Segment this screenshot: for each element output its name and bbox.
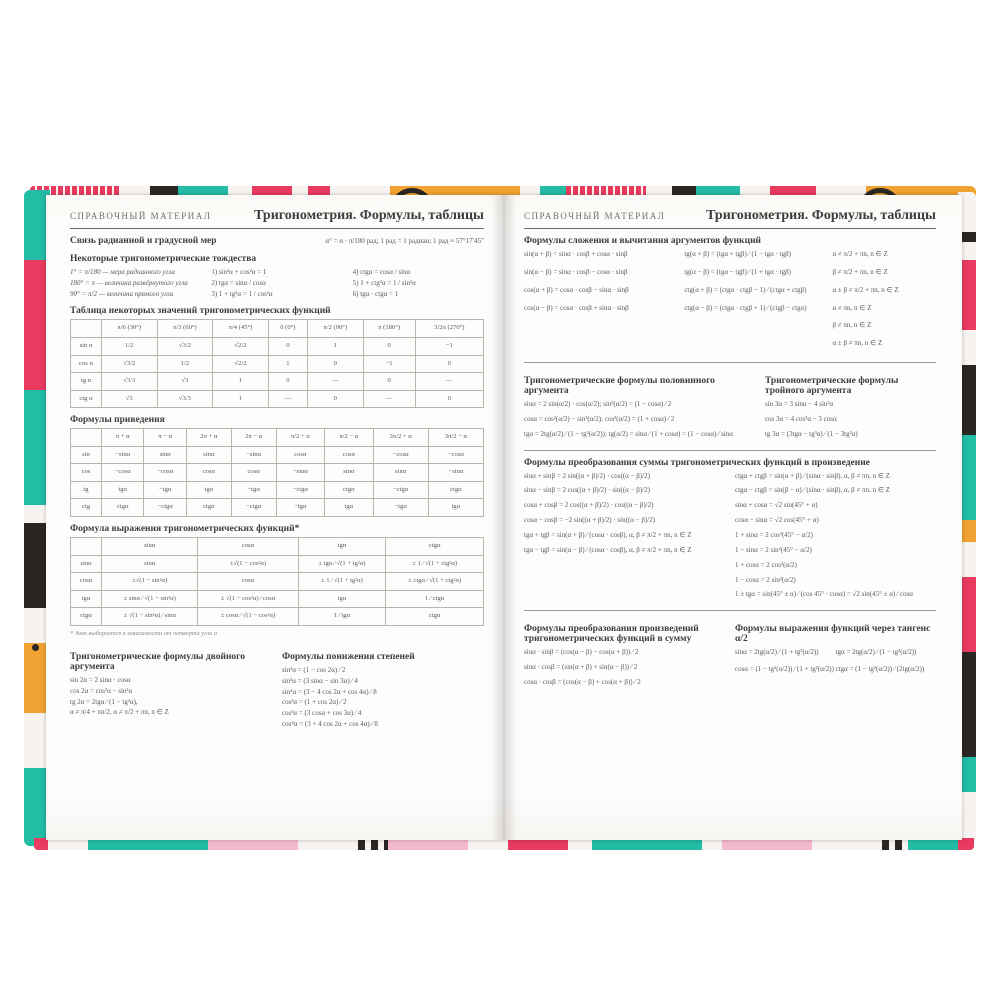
table-cell: −ctgα (231, 499, 276, 517)
table-cell: ± 1 ⁄ √(1 + tg²α) (298, 573, 386, 591)
formula-line: sinα · cosβ = (sin(α + β) + sin(α − β)) ⁄ 2 (524, 663, 638, 672)
bottom-left-sections (70, 645, 484, 730)
table-cell: ±√(1 − cos²α) (198, 555, 298, 573)
formula-line: 4) ctgα = cosα / sinα (352, 267, 411, 276)
double-argument-formulas (70, 675, 272, 718)
formula-line: β ≠ πn, n ∈ Z (832, 321, 872, 330)
table-cell: −sinα (276, 464, 325, 482)
table-cell: ctgα (71, 608, 102, 626)
table-cell: √3 (101, 390, 157, 408)
formula-line: tgα = 2tg(α/2) ⁄ (1 − tg²(α/2)) (835, 648, 917, 657)
table-cell: ±√(1 − sin²α) (101, 573, 197, 591)
table-cell: 0 (268, 337, 307, 355)
formula-line: tg 3α = (3tgα − tg³α) ⁄ (1 − 3tg²α) (764, 429, 858, 438)
formula-line: 1) sin²α + cos²α = 1 (211, 267, 267, 276)
table-header-cell: π/2 − α (325, 429, 374, 447)
table-cell: sinα (144, 446, 186, 464)
page-header (524, 208, 936, 229)
formula-line: 3) 1 + tg²α = 1 / cos²α (211, 289, 273, 298)
section-title: Тригонометрические формулы тройного аргумента (764, 376, 899, 397)
formula-line: sinα − sinβ = 2 cos((α + β)/2) · sin((α − β)/2) (524, 486, 650, 495)
table-cell: tgα (101, 481, 143, 499)
formula-line: tg(α − β) = (tgα − tgβ) ⁄ (1 + tgα · tgβ) (684, 267, 792, 276)
table-header-cell: π (180°) (363, 320, 415, 338)
page-header (70, 208, 484, 229)
table-cell: — (307, 373, 363, 391)
table-cell: tg (71, 481, 102, 499)
table-cell: ctgα (325, 481, 374, 499)
sum-to-product-col1 (524, 471, 725, 605)
section-title: Связь радианной и градусной мер (70, 236, 217, 246)
cover-dot-doodle (32, 644, 39, 651)
table-cell: cosα (186, 464, 231, 482)
expression-section (70, 524, 484, 637)
formula-line: tg(α + β) = (tgα + tgβ) ⁄ (1 − tgα · tgβ) (684, 250, 792, 258)
formula-line: sinα = 2tg(α/2) ⁄ (1 + tg²(α/2)) (735, 648, 819, 657)
table-header-cell: 3π/2 − α (428, 429, 483, 447)
table-cell: −ctgα (373, 481, 428, 499)
formula-line: tgα + tgβ = sin(α + β) ⁄ (cosα · cosβ), α, β ≠ π/2 + πn, n ∈ Z (524, 530, 692, 539)
tangent-half-formulas (735, 647, 936, 681)
formula-line: cosα = (1 − tg²(α/2)) ⁄ (1 + tg²(α/2)) (735, 665, 834, 674)
formula-line: sinα + cosα = √2 sin(45° + α) (735, 501, 818, 510)
header-kicker: СПРАВОЧНЫЙ МАТЕРИАЛ (70, 211, 212, 221)
table-cell: tgα (71, 590, 102, 608)
formula-line: sin(α + β) = sinα · cosβ + cosα · sinβ (524, 250, 628, 258)
table-cell: ± sinα ⁄ √(1 − sin²α) (101, 590, 197, 608)
identities-col2 (211, 267, 342, 300)
addition-conditions (832, 249, 936, 356)
half-argument-section (524, 369, 755, 444)
formula-line: cos⁴α = (3 + 4 cos 2α + cos 4α) ⁄ 8 (282, 720, 378, 729)
table-cell: 1 (213, 390, 269, 408)
sum-to-product-section (524, 458, 936, 605)
reduction-formulas-table (70, 428, 484, 517)
formula-line: β ≠ π/2 + πn, n ∈ Z (832, 267, 888, 276)
table-header-cell: π/4 (45°) (213, 320, 269, 338)
formula-line: ctg(α − β) = (ctgα · ctgβ + 1) ⁄ (ctgβ − ctgα) (684, 303, 807, 312)
table-cell: 1 (307, 337, 363, 355)
table-cell: √3 (157, 373, 213, 391)
formula-line: 1 ± tgα = sin(45° ± α) ⁄ (cos 45° · cosα) = √2 sin(45° ± α) ⁄ cosα (735, 590, 913, 599)
formula-line: 1 + cosα = 2 cos²(α/2) (735, 560, 797, 569)
table-cell: 0 (363, 373, 415, 391)
table-cell: sinα (373, 464, 428, 482)
table-cell: ctg (71, 499, 102, 517)
section-title: Таблица некоторых значений тригонометрических функций (70, 306, 331, 317)
formula-line: 6) tgα · ctgα = 1 (352, 289, 399, 298)
section-divider (524, 610, 936, 611)
formula-line: α ± β ≠ πn, n ∈ Z (832, 339, 883, 348)
identities-section (70, 254, 484, 300)
table-cell: — (363, 390, 415, 408)
page-title: Тригонометрия. Формулы, таблицы (254, 208, 484, 223)
product-to-sum-section (524, 617, 725, 692)
formula-line: cos²α = (1 + cos 2α) ⁄ 2 (282, 698, 347, 707)
table-cell: ctgα (101, 499, 143, 517)
table-header-cell: 2π + α (186, 429, 231, 447)
table-header-cell: π + α (101, 429, 143, 447)
table-cell: −tgα (373, 499, 428, 517)
table-header-cell (71, 429, 102, 447)
section-divider (524, 450, 936, 451)
table-cell: ± tgα ⁄ √(1 + tg²α) (298, 555, 386, 573)
table-cell: tg α (71, 373, 102, 391)
section-title: Формулы понижения степеней (282, 651, 415, 662)
table-cell: ± √(1 − cos²α) ⁄ cosα (198, 590, 298, 608)
table-header-cell: π/3 (60°) (157, 320, 213, 338)
table-cell: 0 (415, 355, 483, 373)
table-cell: √2/2 (213, 355, 269, 373)
formula-line: tg 2α = 2tgα ⁄ (1 − tg²α), (70, 697, 138, 706)
section-title: Тригонометрические формулы двойного аргумента (70, 651, 245, 672)
table-cell: √2/2 (213, 337, 269, 355)
table-cell: sinα (71, 555, 102, 573)
table-cell: −sinα (101, 446, 143, 464)
formula-line: tgα = 2tg(α/2) ⁄ (1 − tg²(α/2)); tg(α/2) = sinα ⁄ (1 + cosα) = (1 − cosα) ⁄ sinα (524, 429, 733, 438)
table-cell: −sinα (231, 446, 276, 464)
section-title: Формулы сложения и вычитания аргументов функций (524, 236, 762, 246)
table-cell: ctgα (386, 608, 484, 626)
table-cell: 0 (307, 355, 363, 373)
table-cell: ctgα (428, 481, 483, 499)
table-cell: tgα (325, 499, 374, 517)
right-page[interactable] (504, 195, 962, 840)
section-title: Некоторые тригонометрические тождества (70, 253, 257, 264)
formula-line: sin 3α = 3 sinα − 4 sin³α (764, 400, 834, 409)
formula-line: tgα − tgβ = sin(α − β) ⁄ (cosα · cosβ), α, β ≠ π/2 + πn, n ∈ Z (524, 545, 692, 554)
radian-formula: α° = α · π/180 рад; 1 рад = 1 радиан; 1 рад ≈ 57°17′45″ (325, 237, 484, 245)
table-cell: ± 1 ⁄ √(1 + ctg²α) (386, 555, 484, 573)
table-cell: 1 ⁄ tgα (298, 608, 386, 626)
formula-line: cosα = cos²(α/2) − sin²(α/2); cos²(α/2) = (1 + cosα) ⁄ 2 (524, 414, 675, 423)
trig-values-table (70, 319, 484, 408)
table-cell: tgα (428, 499, 483, 517)
formula-line: ctg(α + β) = (ctgα · ctgβ − 1) ⁄ (ctgα + ctgβ) (684, 285, 807, 294)
formula-line: cos 2α = cos²α − sin²α (70, 686, 133, 695)
table-cell: cosα (276, 446, 325, 464)
table-cell: 0 (268, 373, 307, 391)
formula-line: sinα · sinβ = (cos(α − β) − cos(α + β)) ⁄ 2 (524, 648, 639, 657)
formula-line: cos 3α = 4 cos³α − 3 cosα (764, 414, 837, 423)
table-cell: −1 (363, 355, 415, 373)
addition-tgctg (684, 249, 824, 356)
formula-line: cosα + cosβ = 2 cos((α + β)/2) · cos((α − β)/2) (524, 501, 654, 510)
table-cell: ± √(1 − sin²α) ⁄ sinα (101, 608, 197, 626)
formula-line: 1 − sinα = 2 sin²(45° − α/2) (735, 545, 812, 554)
table-cell: ctg α (71, 390, 102, 408)
table-footnote: * Знак выбирается в зависимости от четверти угла α (70, 629, 218, 637)
section-divider (524, 362, 936, 363)
table-cell: cosα (71, 573, 102, 591)
table-header-cell: 0 (0°) (268, 320, 307, 338)
sum-to-product-col2 (735, 471, 936, 605)
page-spread (46, 195, 962, 840)
table-cell: tgα (298, 590, 386, 608)
formula-line: cos(α − β) = cosα · cosβ + sinα · sinβ (524, 303, 629, 312)
table-header-cell: π/2 + α (276, 429, 325, 447)
table-header-cell: ctgα (386, 538, 484, 556)
table-cell: −tgα (144, 481, 186, 499)
table-cell: cosα (231, 464, 276, 482)
table-cell: ± ctgα ⁄ √(1 + ctg²α) (386, 573, 484, 591)
table-cell: √3/2 (101, 355, 157, 373)
tangent-half-section (735, 617, 936, 692)
formula-line: ctgα + ctgβ = sin(α + β) ⁄ (sinα · sinβ), α, β ≠ πn, n ∈ Z (735, 471, 890, 480)
identities-col3 (353, 267, 484, 300)
formula-line: ctgα − ctgβ = sin(β − α) ⁄ (sinα · sinβ), α, β ≠ πn, n ∈ Z (735, 486, 890, 495)
table-cell: 1/2 (101, 337, 157, 355)
formula-line: 2) tgα = sinα / cosα (211, 278, 266, 287)
double-argument-section (70, 645, 272, 730)
radian-degree-section (70, 236, 484, 247)
header-kicker: СПРАВОЧНЫЙ МАТЕРИАЛ (524, 211, 666, 221)
table-header-cell: tgα (298, 538, 386, 556)
table-cell: sinα (101, 555, 197, 573)
table-cell: 0 (363, 337, 415, 355)
expression-table (70, 537, 484, 626)
table-cell: −ctgα (276, 481, 325, 499)
table-cell: cos (71, 464, 102, 482)
formula-line: cosα − sinα = √2 cos(45° + α) (735, 516, 819, 525)
table-cell: 1 (268, 355, 307, 373)
table-cell: 0 (307, 390, 363, 408)
formula-line: ctgα = (1 − tg²(α/2)) ⁄ (2tg(α/2)) (835, 665, 925, 674)
formula-line: cos(α + β) = cosα · cosβ − sinα · sinβ (524, 285, 629, 294)
formula-line: cosα · cosβ = (cos(α − β) + cos(α + β)) ⁄ 2 (524, 677, 641, 686)
formula-line: α ± β ≠ π/2 + πn, n ∈ Z (832, 285, 899, 294)
formula-line: α ≠ π/4 + πn/2, α ≠ π/2 + πn, n ∈ Z (70, 708, 169, 717)
formula-line: sin³α = (3 sinα − sin 3α) ⁄ 4 (282, 676, 358, 685)
table-cell: sin α (71, 337, 102, 355)
table-cell: ctgα (186, 499, 231, 517)
half-triple-sections (524, 369, 936, 444)
table-header-cell (71, 538, 102, 556)
section-title: Формулы преобразования произведений тригонометрических функций в сумму (524, 624, 699, 645)
table-cell: −cosα (101, 464, 143, 482)
formula-line: 1 + sinα = 2 cos²(45° − α/2) (735, 530, 813, 539)
table-header-cell: π/2 (90°) (307, 320, 363, 338)
formula-line: sinα + sinβ = 2 sin((α + β)/2) · cos((α − β)/2) (524, 471, 650, 480)
formula-line: sin 2α = 2 sinα · cosα (70, 675, 131, 684)
table-header-cell: cosα (198, 538, 298, 556)
identities-col1 (70, 267, 201, 300)
formula-line: 1° = π/180 — мера радианного угла (70, 267, 175, 276)
table-cell: cosα (325, 446, 374, 464)
table-cell: 0 (415, 390, 483, 408)
table-header-cell: 3/2π (270°) (415, 320, 483, 338)
triple-argument-section (765, 369, 936, 444)
table-header-cell: π − α (144, 429, 186, 447)
table-cell: sinα (186, 446, 231, 464)
formula-line: sinα = 2 sin(α/2) · cos(α/2); sin²(α/2) = (1 − cosα) ⁄ 2 (524, 400, 672, 409)
table-cell: — (268, 390, 307, 408)
table-cell: ± cosα ⁄ √(1 − cos²α) (198, 608, 298, 626)
table-header-cell: 2π − α (231, 429, 276, 447)
section-title: Формулы преобразования суммы тригонометрических функций в произведение (524, 457, 870, 468)
table-cell: 1 ⁄ ctgα (386, 590, 484, 608)
formula-line: α ≠ πn, n ∈ Z (832, 303, 872, 312)
formula-line: 90° = π/2 — величина прямого угла (70, 289, 174, 298)
addition-sincos (524, 249, 676, 356)
table-header-cell: sinα (101, 538, 197, 556)
table-cell: cosα (198, 573, 298, 591)
table-cell: — (415, 373, 483, 391)
bottom-right-sections (524, 617, 936, 692)
reduction-section (70, 415, 484, 517)
values-table-section (70, 306, 484, 408)
table-header-cell (71, 320, 102, 338)
table-cell: −1 (415, 337, 483, 355)
table-header-cell: π/6 (30°) (101, 320, 157, 338)
section-title: Формула выражения тригонометрических функций* (70, 524, 300, 534)
product-to-sum-formulas (524, 647, 725, 688)
formula-line: sin⁴α = (3 − 4 cos 2α + cos 4α) ⁄ 8 (282, 687, 377, 696)
table-cell: 1/2 (157, 355, 213, 373)
table-cell: −cosα (428, 446, 483, 464)
triple-argument-formulas (765, 399, 936, 440)
section-title: Тригонометрические формулы половинного аргумента (524, 376, 715, 397)
table-cell: −cosα (373, 446, 428, 464)
table-cell: sinα (325, 464, 374, 482)
table-cell: −cosα (144, 464, 186, 482)
table-cell: −sinα (428, 464, 483, 482)
table-cell: tgα (186, 481, 231, 499)
table-cell: cos α (71, 355, 102, 373)
half-argument-formulas (524, 399, 755, 440)
table-cell: −ctgα (144, 499, 186, 517)
formula-line: cosα − cosβ = −2 sin((α + β)/2) · sin((α − β)/2) (524, 516, 656, 525)
table-cell: √3/2 (157, 337, 213, 355)
table-cell: −tgα (276, 499, 325, 517)
formula-line: 1 − cosα = 2 sin²(α/2) (735, 575, 796, 584)
formula-line: sin(α − β) = sinα · cosβ − cosα · sinβ (524, 267, 628, 276)
table-cell: sin (71, 446, 102, 464)
formula-line: 5) 1 + ctg²α = 1 / sin²α (352, 278, 416, 287)
table-header-cell: 3π/2 + α (373, 429, 428, 447)
table-cell: √3/3 (101, 373, 157, 391)
formula-line: α ≠ π/2 + πn, n ∈ Z (832, 250, 888, 258)
left-page[interactable] (46, 195, 504, 840)
section-title: Формулы приведения (70, 415, 165, 426)
open-notebook (24, 186, 976, 850)
section-title: Формулы выражения функций через тангенс α/2 (735, 624, 931, 645)
addition-section (524, 236, 936, 356)
table-cell: √3/3 (157, 390, 213, 408)
table-cell: 1 (213, 373, 269, 391)
page-title: Тригонометрия. Формулы, таблицы (706, 208, 936, 223)
power-reduction-formulas (282, 665, 484, 730)
power-reduction-section (282, 645, 484, 730)
formula-line: sin²α = (1 − cos 2α) ⁄ 2 (282, 665, 346, 674)
formula-line: 180° = π — величина развёрнутого угла (70, 278, 188, 287)
table-cell: −tgα (231, 481, 276, 499)
formula-line: cos³α = (3 cosα + cos 3α) ⁄ 4 (282, 709, 362, 718)
